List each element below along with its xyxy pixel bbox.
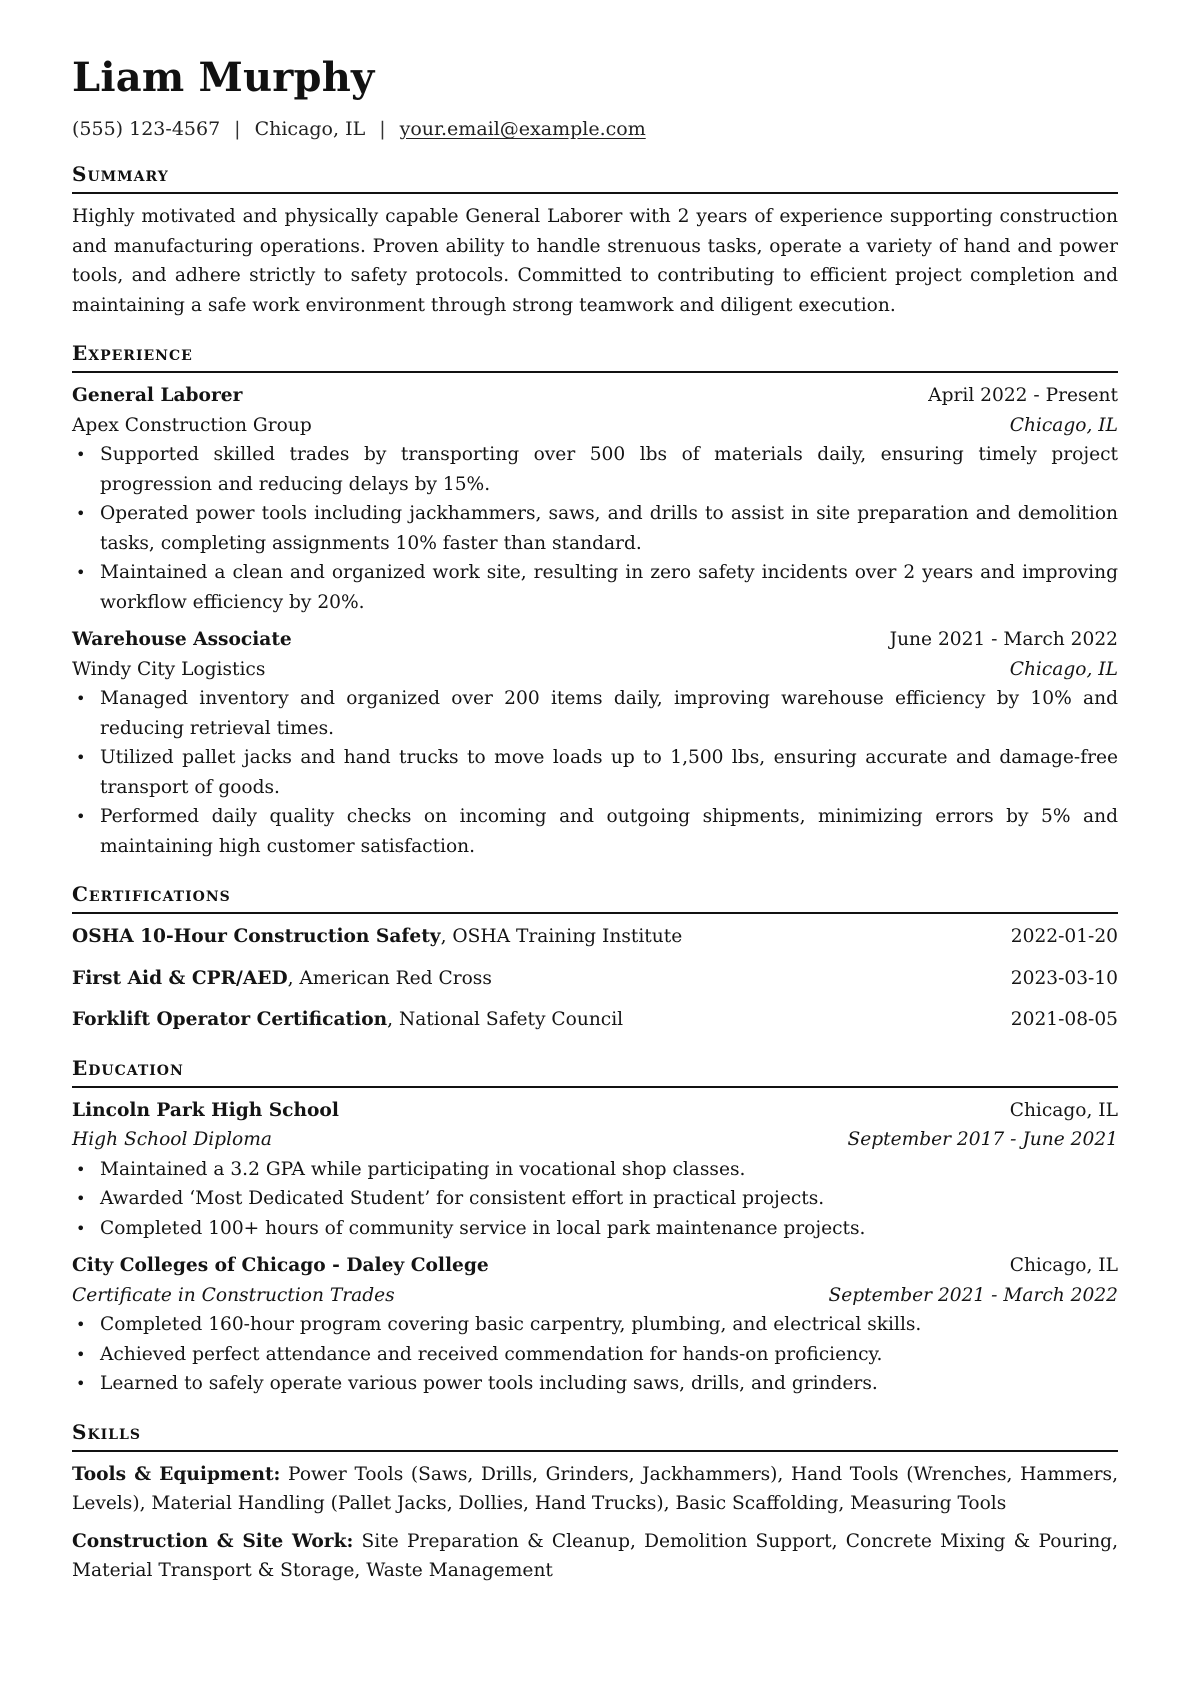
section-title-certifications: Certifications bbox=[72, 882, 231, 906]
entry-subheader-row bbox=[72, 655, 1118, 685]
certification-issuer: , OSHA Training Institute bbox=[440, 926, 683, 947]
contact-separator: | bbox=[379, 118, 386, 140]
job-location: Chicago, IL bbox=[1009, 658, 1118, 680]
bullet-item: • Learned to safely operate various power tools including saws, drills, and grinders. bbox=[100, 1369, 1118, 1399]
phone-number: (555) 123-4567 bbox=[72, 118, 221, 140]
resume-page bbox=[72, 54, 1118, 1586]
certifications-section bbox=[72, 882, 1118, 1035]
bullet-item: • Maintained a 3.2 GPA while participating in vocational shop classes. bbox=[100, 1155, 1118, 1185]
certification-name: OSHA 10-Hour Construction Safety bbox=[72, 926, 441, 947]
section-divider bbox=[72, 192, 1118, 194]
job-dates: April 2022 - Present bbox=[928, 385, 1118, 406]
section-divider bbox=[72, 1086, 1118, 1088]
certification-text bbox=[72, 1005, 623, 1035]
bullet-item: • Completed 160-hour program covering basic carpentry, plumbing, and electrical skills. bbox=[100, 1310, 1118, 1340]
entry-subheader-row bbox=[72, 411, 1118, 441]
bullet-item: • Utilized pallet jacks and hand trucks to move loads up to 1,500 lbs, ensuring accurate and damage-free transport of goods. bbox=[100, 743, 1118, 802]
job-location: Chicago, IL bbox=[1009, 414, 1118, 436]
section-divider bbox=[72, 371, 1118, 373]
resume-header bbox=[72, 54, 1118, 141]
contact-line bbox=[72, 117, 1118, 141]
certification-issuer: , National Safety Council bbox=[387, 1009, 624, 1030]
entry-header-row bbox=[72, 381, 1118, 411]
certification-item bbox=[72, 922, 1118, 952]
degree-name: Certificate in Construction Trades bbox=[72, 1284, 395, 1306]
candidate-name: Liam Murphy bbox=[72, 54, 375, 101]
experience-section bbox=[72, 341, 1118, 861]
certifications-list bbox=[72, 922, 1118, 1035]
bullet-item: • Managed inventory and organized over 200 items daily, improving warehouse efficiency by 10% and reducing retrieval times. bbox=[100, 684, 1118, 743]
job-title: Warehouse Associate bbox=[72, 629, 292, 650]
experience-entry bbox=[72, 381, 1118, 617]
skills-section bbox=[72, 1420, 1118, 1586]
education-dates: September 2017 - June 2021 bbox=[847, 1129, 1118, 1150]
education-entry bbox=[72, 1096, 1118, 1244]
bullet-item: • Maintained a clean and organized work site, resulting in zero safety incidents over 2 years and improving workflow efficiency by 20%. bbox=[100, 558, 1118, 617]
job-title: General Laborer bbox=[72, 385, 243, 406]
company-name: Windy City Logistics bbox=[72, 658, 266, 680]
skill-group-text: Site Preparation & Cleanup, Demolition Support, Concrete Mixing & Pouring, Material Transport & Storage, Waste Management bbox=[72, 1530, 1118, 1581]
summary-text: Highly motivated and physically capable General Laborer with 2 years of experience supporting construction and manufacturing operations. Proven ability to handle strenuous tasks, operate a variety of hand and power tools, and adhere strictly to safety protocols. Committed to contributing to efficient project completion and maintaining a safe work environment through strong teamwork and diligent execution. bbox=[72, 206, 1118, 316]
certification-text bbox=[72, 964, 492, 994]
entry-subheader-row bbox=[72, 1125, 1118, 1155]
certification-item bbox=[72, 1005, 1118, 1035]
school-name: Lincoln Park High School bbox=[72, 1099, 339, 1121]
job-dates: June 2021 - March 2022 bbox=[889, 629, 1118, 650]
skill-group bbox=[72, 1460, 1118, 1519]
section-title-skills: Skills bbox=[72, 1419, 141, 1444]
degree-name: High School Diploma bbox=[72, 1129, 272, 1150]
bullet-item: • Awarded ‘Most Dedicated Student’ for consistent effort in practical projects. bbox=[100, 1184, 1118, 1214]
skill-group bbox=[72, 1527, 1118, 1586]
school-name: City Colleges of Chicago - Daley College bbox=[72, 1255, 489, 1276]
section-title-summary: Summary bbox=[72, 162, 169, 186]
education-entry bbox=[72, 1251, 1118, 1399]
school-location: Chicago, IL bbox=[1009, 1099, 1118, 1121]
education-section bbox=[72, 1056, 1118, 1399]
certification-issuer: , American Red Cross bbox=[287, 967, 492, 989]
certification-text bbox=[72, 922, 682, 952]
job-bullets bbox=[72, 684, 1118, 861]
section-divider bbox=[72, 912, 1118, 914]
section-divider bbox=[72, 1450, 1118, 1452]
entry-subheader-row bbox=[72, 1281, 1118, 1311]
experience-entry bbox=[72, 625, 1118, 861]
certification-date: 2023-03-10 bbox=[1010, 967, 1118, 989]
certification-item bbox=[72, 964, 1118, 994]
contact-separator: | bbox=[234, 118, 241, 140]
summary-section bbox=[72, 162, 1118, 320]
bullet-item: • Supported skilled trades by transporting over 500 lbs of materials daily, ensuring timely project progression and reducing delays by 15%. bbox=[100, 440, 1118, 499]
bullet-item: • Operated power tools including jackhammers, saws, and drills to assist in site preparation and demolition tasks, completing assignments 10% faster than standard. bbox=[100, 499, 1118, 558]
certification-date: 2022-01-20 bbox=[1010, 926, 1118, 947]
education-bullets bbox=[72, 1310, 1118, 1399]
entry-header-row bbox=[72, 625, 1118, 655]
education-bullets bbox=[72, 1155, 1118, 1244]
skill-group-label: Tools & Equipment: bbox=[72, 1463, 281, 1485]
contact-location: Chicago, IL bbox=[254, 118, 366, 140]
entry-header-row bbox=[72, 1251, 1118, 1281]
bullet-item: • Performed daily quality checks on incoming and outgoing shipments, minimizing errors by 5% and maintaining high customer satisfaction. bbox=[100, 802, 1118, 861]
entry-header-row bbox=[72, 1096, 1118, 1126]
certification-name: First Aid & CPR/AED bbox=[72, 967, 288, 989]
company-name: Apex Construction Group bbox=[72, 414, 312, 436]
bullet-item: • Achieved perfect attendance and received commendation for hands-on proficiency. bbox=[100, 1340, 1118, 1370]
email-link[interactable]: your.email@example.com bbox=[399, 118, 646, 140]
skill-group-text: Power Tools (Saws, Drills, Grinders, Jackhammers), Hand Tools (Wrenches, Hammers, Levels), Material Handling (Pallet Jacks, Dollies, Hand Trucks), Basic Scaffolding, Measuring Tools bbox=[72, 1463, 1118, 1514]
bullet-item: • Completed 100+ hours of community service in local park maintenance projects. bbox=[100, 1214, 1118, 1244]
section-title-education: Education bbox=[72, 1055, 184, 1080]
job-bullets bbox=[72, 440, 1118, 617]
education-dates: September 2021 - March 2022 bbox=[828, 1284, 1118, 1306]
certification-name: Forklift Operator Certification bbox=[72, 1009, 388, 1030]
school-location: Chicago, IL bbox=[1009, 1255, 1118, 1276]
skill-group-label: Construction & Site Work: bbox=[72, 1530, 354, 1552]
certification-date: 2021-08-05 bbox=[1010, 1009, 1118, 1030]
section-title-experience: Experience bbox=[72, 341, 193, 365]
